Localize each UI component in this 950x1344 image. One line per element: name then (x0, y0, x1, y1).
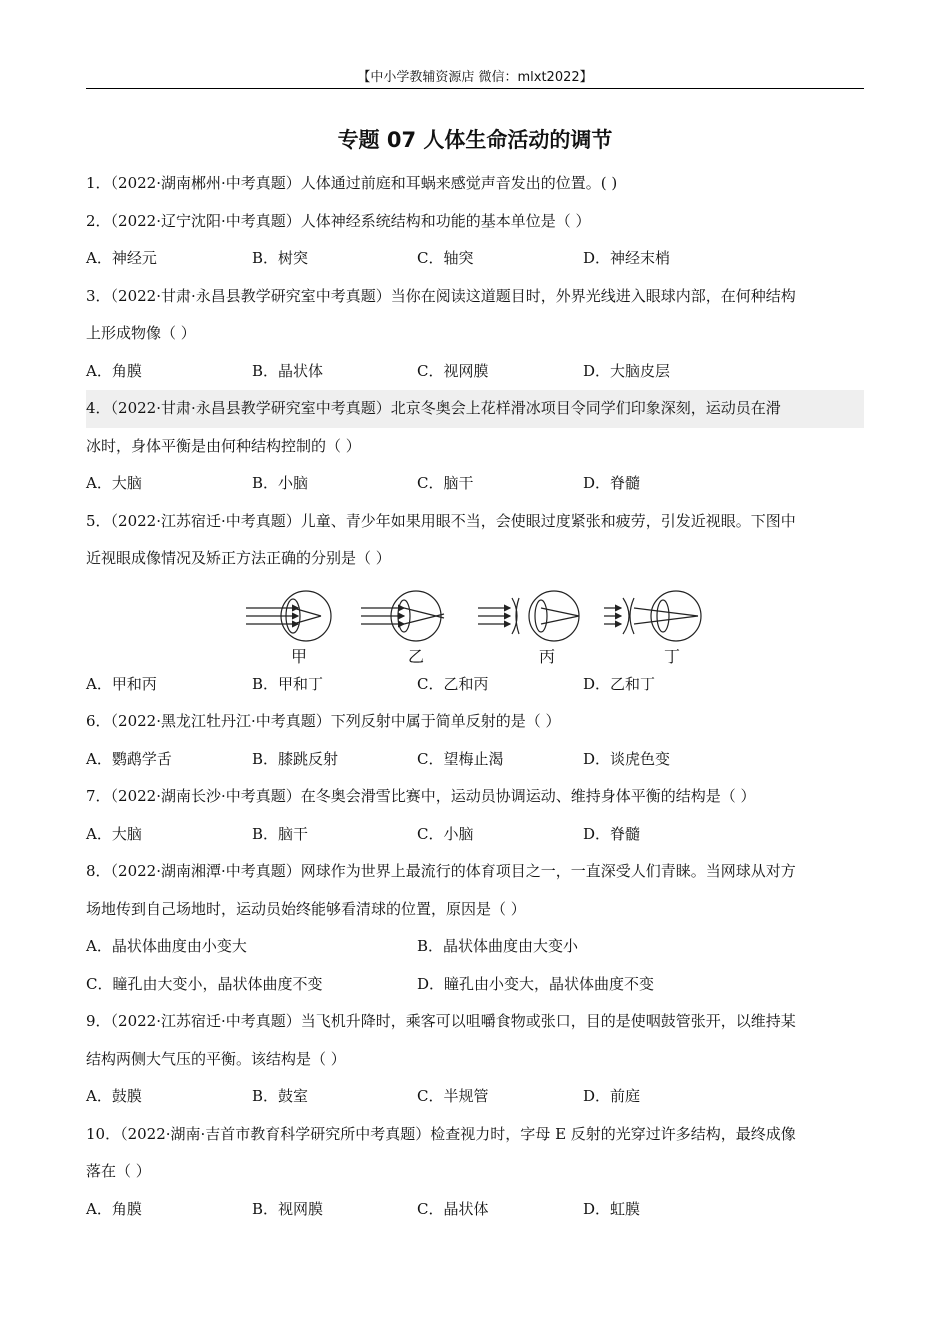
q5-options (86, 666, 864, 704)
q6-option-d[interactable]: D．谈虎色变 (583, 749, 671, 768)
q6-options (86, 741, 864, 779)
q4-stem: 4．（2022·甘肃·永昌县教学研究室中考真题）北京冬奥会上花样滑冰项目令同学们印象深刻，运动员在滑 (86, 390, 864, 428)
eye-diagrams (86, 578, 864, 648)
eye-diagram-figure (86, 578, 864, 666)
q9-option-b[interactable]: B．鼓室 (252, 1087, 309, 1105)
q9-option-d[interactable]: D．前庭 (583, 1087, 641, 1105)
q8-option-b[interactable]: B．晶状体曲度由大变小 (417, 937, 579, 955)
q10-option-a[interactable]: A．角膜 (86, 1199, 142, 1218)
q7-option-a[interactable]: A．大脑 (86, 824, 142, 843)
q4-option-c[interactable]: C．脑干 (417, 474, 474, 492)
q9-option-c[interactable]: C．半规管 (417, 1087, 489, 1105)
q8-option-c[interactable]: C．瞳孔由大变小，晶状体曲度不变 (86, 974, 323, 993)
q7-stem: 7．（2022·湖南长沙·中考真题）在冬奥会滑雪比赛中，运动员协调运动、维持身体平衡的结构是（ ） (86, 787, 756, 805)
q10-option-d[interactable]: D．虹膜 (583, 1199, 641, 1218)
eye-diagram-bing (478, 591, 579, 641)
q8-option-d[interactable]: D．瞳孔由小变大，晶状体曲度不变 (417, 974, 655, 993)
q4-option-a[interactable]: A．大脑 (86, 474, 142, 492)
q3-option-c[interactable]: C．视网膜 (417, 361, 489, 380)
eye-diagram-yi (361, 591, 444, 641)
q9-option-a[interactable]: A．鼓膜 (86, 1087, 142, 1105)
q5-option-a[interactable]: A．甲和丙 (86, 674, 157, 693)
q9-stem-cont: 结构两侧大气压的平衡。该结构是（ ） (86, 1049, 346, 1068)
q8-option-a[interactable]: A．晶状体曲度由小变大 (86, 937, 247, 955)
q8-stem-cont: 场地传到自己场地时，运动员始终能够看清球的位置，原因是（ ） (86, 899, 526, 918)
eye-diagram-jia (246, 591, 331, 641)
q7-option-d[interactable]: D．脊髓 (583, 824, 641, 843)
q2-option-c[interactable]: C．轴突 (417, 249, 474, 267)
q3-options (86, 353, 864, 391)
q4-option-d[interactable]: D．脊髓 (583, 474, 641, 492)
q10-option-c[interactable]: C．晶状体 (417, 1199, 489, 1218)
q6-option-b[interactable]: B．膝跳反射 (252, 749, 339, 768)
q8-stem: 8．（2022·湖南湘潭·中考真题）网球作为世界上最流行的体育项目之一，一直深受人们青睐。当网球从对方 (86, 862, 796, 880)
q5-option-c[interactable]: C．乙和丙 (417, 674, 489, 693)
q3-stem: 3．（2022·甘肃·永昌县教学研究室中考真题）当你在阅读这道题目时，外界光线进入眼球内部，在何种结构 (86, 286, 796, 305)
q5-stem-cont: 近视眼成像情况及矫正方法正确的分别是（ ） (86, 549, 391, 567)
q2-option-a[interactable]: A．神经元 (86, 249, 157, 267)
q4-stem-cont: 冰时，身体平衡是由何种结构控制的（ ） (86, 436, 361, 455)
q2-options (86, 240, 864, 278)
q4-options (86, 465, 864, 503)
figure-label-yi: 乙 (408, 646, 425, 666)
q3-option-d[interactable]: D．大脑皮层 (583, 361, 671, 380)
q8-options-row1 (86, 928, 864, 966)
q7-option-c[interactable]: C．小脑 (417, 824, 474, 843)
q5-option-d[interactable]: D．乙和丁 (583, 674, 656, 693)
q2-stem: 2．（2022·辽宁沈阳·中考真题）人体神经系统结构和功能的基本单位是（ ） (86, 211, 591, 230)
q6-option-c[interactable]: C．望梅止渴 (417, 749, 504, 768)
q5-stem: 5．（2022·江苏宿迁·中考真题）儿童、青少年如果用眼不当，会使眼过度紧张和疲劳，引发近视眼。下图中 (86, 511, 796, 530)
q7-option-b[interactable]: B．脑干 (252, 824, 309, 843)
q10-option-b[interactable]: B．视网膜 (252, 1199, 324, 1218)
page-header: 【中小学教辅资源店 微信：mlxt2022】 (357, 70, 593, 85)
header-divider (86, 88, 864, 89)
q7-options (86, 816, 864, 854)
q8-options-row2 (86, 966, 864, 1004)
q3-option-b[interactable]: B．晶状体 (252, 361, 324, 380)
q1-stem: 1．（2022·湖南郴州·中考真题）人体通过前庭和耳蜗来感觉声音发出的位置。( ) (86, 174, 618, 192)
question-list (86, 165, 864, 1228)
q9-options (86, 1078, 864, 1116)
q3-option-a[interactable]: A．角膜 (86, 361, 142, 380)
q2-option-d[interactable]: D．神经末梢 (583, 249, 671, 267)
q4-option-b[interactable]: B．小脑 (252, 474, 309, 492)
q6-stem: 6．（2022·黑龙江牡丹江·中考真题）下列反射中属于简单反射的是（ ） (86, 712, 561, 730)
q6-option-a[interactable]: A．鹦鹉学舌 (86, 749, 172, 768)
figure-label-ding: 丁 (664, 646, 681, 666)
q5-option-b[interactable]: B．甲和丁 (252, 674, 324, 693)
page-title: 专题 07 人体生命活动的调节 (337, 128, 613, 152)
q9-stem: 9．（2022·江苏宿迁·中考真题）当飞机升降时，乘客可以咀嚼食物或张口，目的是使咽鼓管张开，以维持某 (86, 1012, 796, 1030)
figure-label-jia: 甲 (291, 646, 308, 666)
figure-label-bing: 丙 (539, 646, 556, 666)
q10-stem-cont: 落在（ ） (86, 1162, 151, 1180)
q2-option-b[interactable]: B．树突 (252, 249, 309, 267)
q3-stem-cont: 上形成物像（ ） (86, 324, 196, 342)
eye-diagram-ding (604, 591, 701, 641)
q10-options (86, 1191, 864, 1229)
q10-stem: 10．（2022·湖南·吉首市教育科学研究所中考真题）检查视力时，字母 E 反射的光穿过许多结构，最终成像 (86, 1124, 796, 1143)
